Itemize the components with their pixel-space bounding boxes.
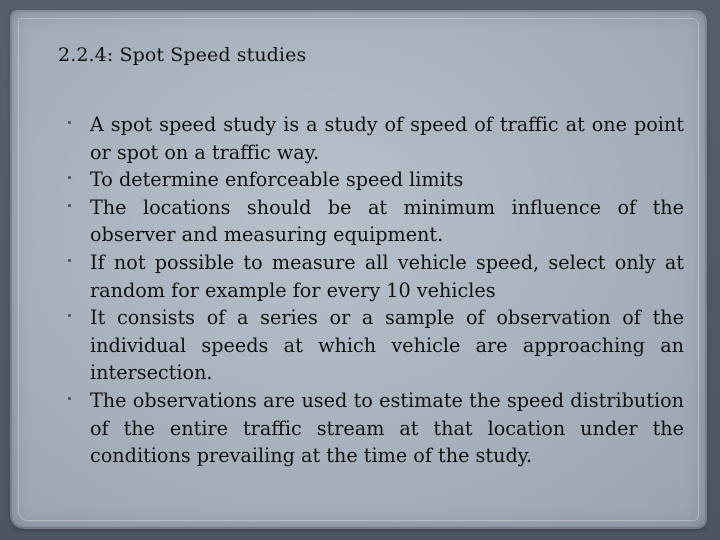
content-panel xyxy=(12,12,705,527)
bullet-icon xyxy=(68,259,71,262)
bullet-icon xyxy=(68,204,71,207)
bullet-item xyxy=(68,111,684,166)
bullet-text: The locations should be at minimum influence of the observer and measuring equipment. xyxy=(90,195,684,247)
bullet-item xyxy=(68,249,684,304)
bullet-item xyxy=(68,166,684,194)
bullet-icon xyxy=(68,176,71,179)
bullet-text: A spot speed study is a study of speed of traffic at one point or spot on a traffic way. xyxy=(90,113,684,164)
bullet-icon xyxy=(68,314,71,317)
bullet-text: The observations are used to estimate the speed distribution of the entire traffic stream at that location under the conditions prevailing at the time of the study. xyxy=(90,388,684,468)
bullet-item xyxy=(68,304,684,387)
bullet-icon xyxy=(68,397,71,400)
bullet-text: To determine enforceable speed limits xyxy=(90,168,464,192)
bullet-icon xyxy=(68,121,71,124)
slide-title: 2.2.4: Spot Speed studies xyxy=(58,44,307,66)
bullet-item xyxy=(68,194,684,249)
bullet-item xyxy=(68,387,684,470)
bullet-text: If not possible to measure all vehicle speed, select only at random for example for every 10 vehicles xyxy=(90,250,684,302)
bullet-list xyxy=(68,111,684,470)
bullet-text: It consists of a series or a sample of observation of the individual speeds at which vehicle are approaching an intersection. xyxy=(90,306,684,385)
